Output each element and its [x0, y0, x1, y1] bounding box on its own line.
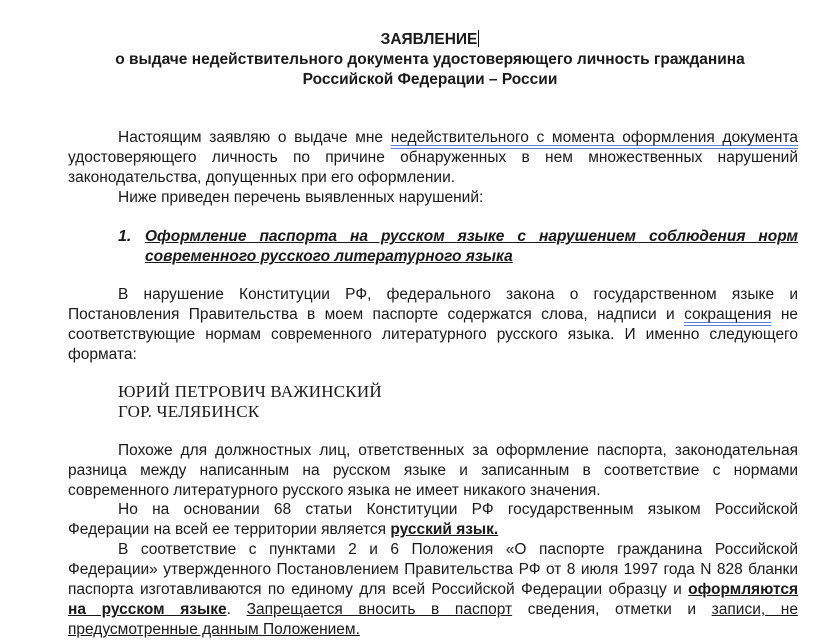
- officials-line-2: разница между написанным на русском языке и записанным в соответствие с нормами: [68, 462, 798, 479]
- period: .: [226, 601, 231, 618]
- regulation-line-3: [68, 580, 798, 600]
- item-heading-line-2: современного русского литературного языка: [145, 248, 513, 265]
- violation-text-end: не: [780, 306, 798, 323]
- article68-line-1: Но на основании 68 статьи Конституции РФ государственным языком Российской: [118, 501, 798, 518]
- intro-line-3: законодательства, допущенных при его оформлении.: [68, 169, 456, 186]
- title-text: ЗАЯВЛЕНИЕ: [380, 31, 478, 48]
- regulation-text-2: сведения, отметки и: [527, 601, 697, 618]
- item-number: 1.: [118, 228, 132, 245]
- regulation-line-1: В соответствие с пунктами 2 и 6 Положения «О паспорте гражданина Российской: [118, 541, 798, 558]
- officials-line-3: современного литературного русского языка не имеет никакого значения.: [68, 482, 601, 499]
- records-not-text: записи, не: [711, 601, 798, 618]
- article68-text: Федерации на всей ее территории является: [68, 521, 387, 538]
- document-subtitle-2: Российской Федерации – России: [302, 71, 558, 88]
- grammar-marked-word: сокращения: [684, 306, 772, 323]
- violation-line-4: формата:: [68, 346, 137, 363]
- text-cursor: [478, 30, 479, 47]
- document-title: [0, 30, 824, 50]
- violation-text: Постановления Правительства в моем паспорте содержатся слова, надписи и: [68, 306, 675, 323]
- intro-line-1: [118, 128, 798, 148]
- document-subtitle-1: о выдаче недействительного документа удостоверяющего личность гражданина: [115, 51, 745, 68]
- emphasis-in-russian: на русском языке: [68, 601, 227, 618]
- grammar-marked-phrase: недействительного с момента оформления документа: [390, 129, 798, 146]
- item-heading-line-1: Оформление паспорта на русском языке с нарушением соблюдения норм: [145, 228, 798, 245]
- intro-text: Настоящим заявляю о выдаче мне: [118, 129, 384, 146]
- prohibition-text: Запрещается вносить в паспорт: [246, 601, 513, 618]
- regulation-line-2: Федерации» утвержденного Постановлением Правительства РФ от 8 июля 1997 года N 828 бланки: [68, 561, 798, 578]
- violation-line-3: соответствующие нормам современного литературного русского языка. И именно следующего: [68, 326, 798, 343]
- emphasis-issued: оформляются: [688, 581, 798, 598]
- passport-name: ЮРИЙ ПЕТРОВИЧ ВАЖИНСКИЙ: [118, 382, 382, 401]
- violation-line-1: В нарушение Конституции РФ, федерального закона о государственном языке и: [118, 286, 798, 303]
- regulation-line-5: предусмотренные данным Положением.: [68, 621, 360, 638]
- intro-list-lead: Ниже приведен перечень выявленных нарушений:: [118, 189, 484, 206]
- regulation-line-4: [68, 600, 798, 620]
- regulation-text: паспорта изготавливаются по единому для всей Российской Федерации образцу и: [68, 581, 682, 598]
- officials-line-1: Похоже для должностных лиц, ответственных за оформление паспорта, законодательная: [118, 442, 798, 459]
- article68-line-2: [68, 520, 798, 540]
- violation-line-2: [68, 305, 798, 325]
- russian-language-emphasis: русский язык.: [390, 521, 499, 538]
- intro-line-2: удостоверяющего личность по причине обнаруженных в нем множественных нарушений: [68, 149, 798, 166]
- passport-city: ГОР. ЧЕЛЯБИНСК: [118, 402, 260, 421]
